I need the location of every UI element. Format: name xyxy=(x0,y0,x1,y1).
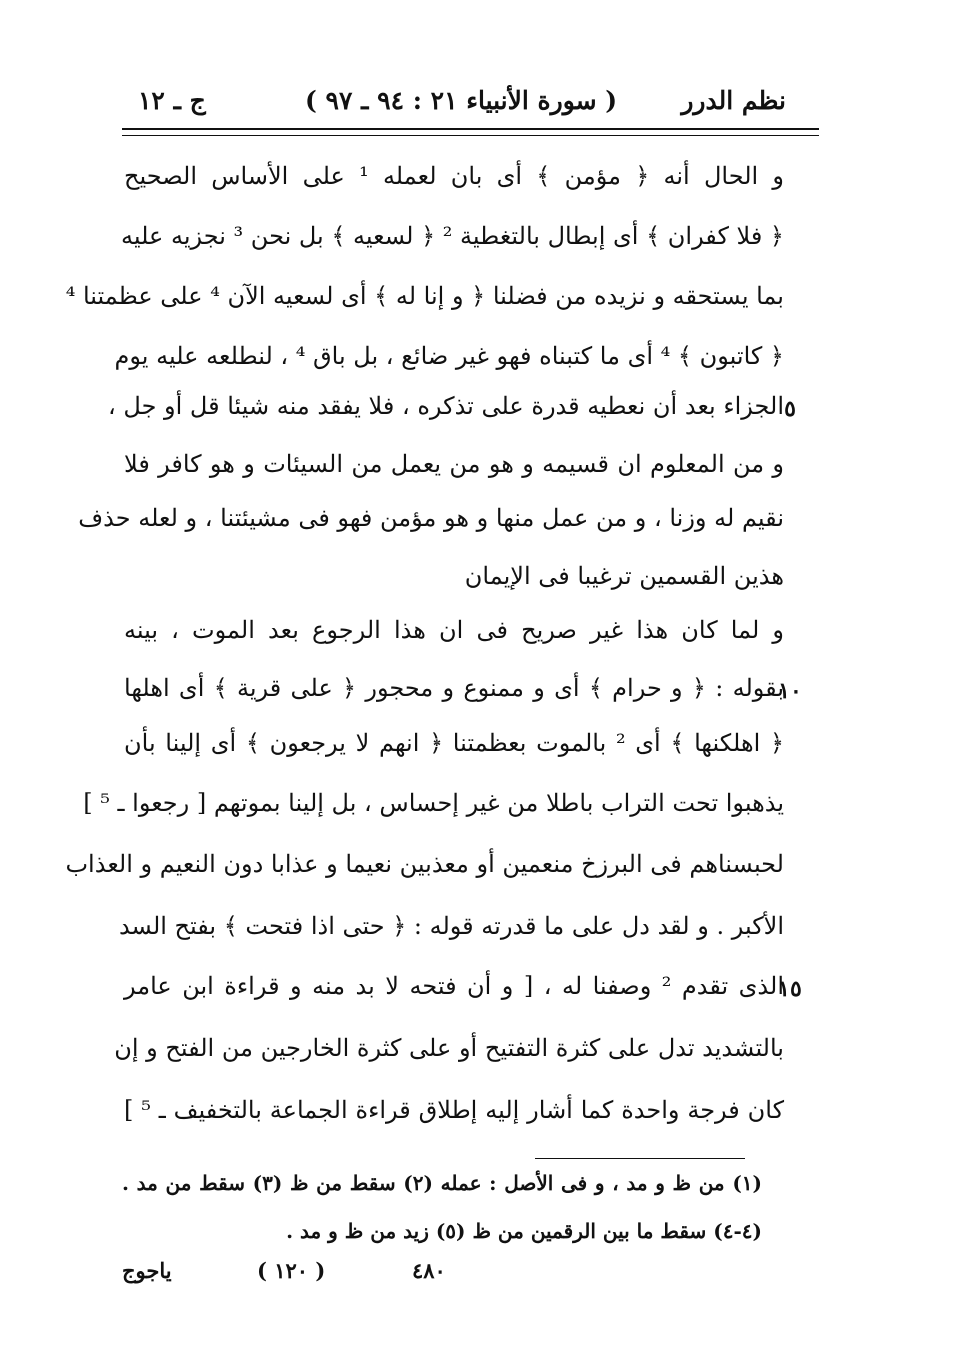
text-line: ﴿ كاتبون ﴾ ⁴ أى ما كتبناه فهو غير ضائع ، بل باق ⁴ ، لنطلعه عليه يوم xyxy=(114,342,784,370)
line-number: ٥ xyxy=(784,396,796,422)
signature-number: ( ١٢٠ ) xyxy=(257,1258,326,1283)
text-line: يذهبوا تحت التراب باطلا من غير إحساس ، بل إلينا بموتهم [ رجعوا ـ ⁵ ] xyxy=(83,789,784,817)
page-number: ٤٨٠ xyxy=(412,1258,446,1283)
text-line: الذى تقدم ² وصفنا له ، [ و أن فتحه لا بد منه و قراءة ابن عامر xyxy=(124,972,784,1000)
text-line: بالتشديد تدل على كثرة التفتيح أو على كثرة الخارجين من الفتح و إن xyxy=(114,1034,784,1062)
text-line: هذين القسمين ترغيبا فى الإيمان xyxy=(464,562,784,590)
text-line: بما يستحقه و نزيده من فضلنا ﴿ و إنا له ﴾ أى لسعيه الآن ⁴ على عظمتنا ⁴ xyxy=(65,282,784,310)
text-line: لحبسناهم فى البرزخ منعمين أو معذبين نعيما و عذابا دون النعيم و العذاب xyxy=(65,850,784,878)
line-number: ١٥ xyxy=(778,976,802,1002)
text-line: و الحال أنه ﴿ مؤمن ﴾ أى بان لعمله ¹ على الأساس الصحيح xyxy=(124,162,785,190)
text-line: بقوله : ﴿ و حرام ﴾ أى و ممنوع و محجور ﴿ على قرية ﴾ أى اهلها xyxy=(124,674,784,702)
footnote-rule xyxy=(535,1158,745,1159)
text-line: كان فرجة واحدة كما أشار إليه إطلاق قراءة الجماعة بالتخفيف ـ ⁵ ] xyxy=(124,1096,784,1124)
header-rule-thin xyxy=(122,135,819,136)
signature-catchword: ياجوج xyxy=(122,1258,172,1283)
running-head-volume: ج ـ ١٢ xyxy=(138,86,206,115)
running-head-title: نظم الدرر xyxy=(681,86,786,115)
text-line: نقيم له وزنا ، و من عمل منها و هو مؤمن فهو فى مشيئتنا ، و لعله حذف xyxy=(78,504,784,532)
footnote-line: (١) من ظ و مد ، و فى الأصل : عمله (٢) سقط من ظ (٣) سقط من مد . xyxy=(122,1171,762,1195)
text-line: ﴿ اهلكنها ﴾ أى ² بالموت بعظمتنا ﴿ انهم لا يرجعون ﴾ أى إلينا بأن xyxy=(124,729,784,757)
header-rule xyxy=(122,128,819,130)
line-number: ١٠ xyxy=(778,678,802,704)
text-line: و لما كان هذا غير صريح فى ان هذا الرجوع بعد الموت ، بينه xyxy=(124,616,784,644)
text-line: و من المعلوم ان قسيمه و هو من يعمل من السيئات و هو كافر فلا xyxy=(124,450,784,478)
text-line: ﴿ فلا كفران ﴾ أى إبطال بالتغطية ² ﴿ لسعيه ﴾ بل نحن ³ نجزيه عليه xyxy=(120,222,784,250)
running-head-surah: ( سورة الأنبياء ٢١ : ٩٤ ـ ٩٧ ) xyxy=(305,86,618,115)
footnote-line: (٤-٤) سقط ما بين الرقمين من ظ (٥) زيد من ظ و مد . xyxy=(286,1219,762,1243)
text-line: الأكبر . و لقد دل على ما قدرته قوله : ﴿ حتى اذا فتحت ﴾ بفتح السد xyxy=(118,912,784,940)
text-line: الجزاء بعد أن نعطيه قدرة على تذكره ، فلا يفقد منه شيئا قل أو جل ، xyxy=(108,392,784,420)
